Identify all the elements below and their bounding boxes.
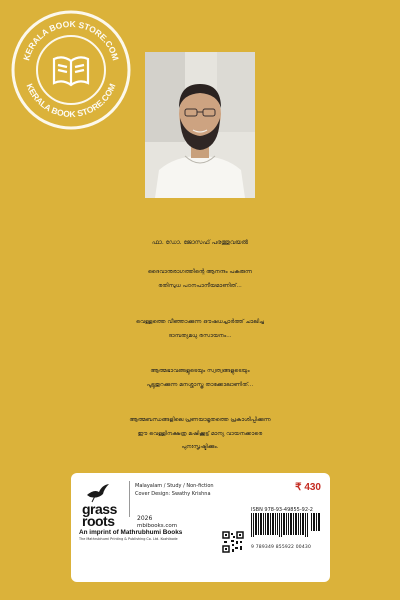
bird-logo-icon bbox=[86, 483, 110, 503]
author-photo bbox=[145, 52, 255, 198]
imprint-company: The Mathrubhumi Printing & Publishing Co. Ltd. Kozhikode bbox=[79, 537, 178, 541]
blurb-paragraph-4 bbox=[0, 414, 400, 455]
blurb-line: ആത്മഭാവങ്ങളുടെയും സ്വത്വങ്ങളുടെയും bbox=[150, 368, 250, 374]
blurb-line: ഈ വെള്ളിനക്ഷത്ര മഷിക്കൂട്ട് മാന്യ വായനക്കാരെ bbox=[137, 430, 263, 437]
barcode-icon bbox=[251, 513, 321, 537]
blurb-line: ആത്മബന്ധങ്ങളിലെ പ്രണയാമൃതത്തെ പ്രകാശിപ്പിക്കുന്ന bbox=[129, 417, 271, 423]
blurb-line: ദൈവാനുരാഗത്തിന്റെ ആനന്ദം പകരുന്ന bbox=[147, 269, 253, 275]
publisher-panel bbox=[71, 473, 330, 582]
book-category: Malayalam / Study / Non-fiction bbox=[135, 483, 214, 489]
qr-code-icon bbox=[222, 531, 244, 553]
blurb-line: ദാമ്പത്യമധു രസായനം... bbox=[168, 332, 232, 339]
imprint-line: An imprint of Mathrubhumi Books bbox=[79, 529, 183, 536]
grassroots-logo: grass roots bbox=[82, 501, 117, 529]
cover-design-credit: Cover Design: Swathy Krishna bbox=[135, 491, 211, 497]
isbn-text: ISBN 978-93-49855-92-2 bbox=[251, 507, 313, 513]
open-book-icon bbox=[54, 57, 88, 85]
blurb-paragraph-3 bbox=[0, 365, 400, 392]
barcode-digits: 9 789349 855922 00430 bbox=[251, 545, 312, 550]
publisher-website: mbibooks.com bbox=[137, 523, 178, 529]
publication-year: 2026 bbox=[137, 515, 153, 522]
svg-text:KERALA BOOK STORE.COM: KERALA BOOK STORE.COM bbox=[21, 18, 121, 62]
price-label: ₹ 430 bbox=[295, 482, 321, 493]
author-name: ഫാ. ഡോ. ജോസഫ് പരത്തുവയൽ bbox=[151, 239, 249, 246]
blurb-line: രതിസുധ പഠനപാനീയമാണിത്... bbox=[158, 282, 242, 289]
blurb-line: പുനഃസൃഷ്ടിക്കും. bbox=[181, 444, 219, 450]
blurb-paragraph-2 bbox=[0, 316, 400, 343]
blurb-paragraph-1 bbox=[0, 266, 400, 293]
svg-text:KERALA BOOK STORE.COM: KERALA BOOK STORE.COM bbox=[24, 81, 118, 120]
kerala-book-store-seal bbox=[8, 7, 134, 133]
blurb-line: പൂട്ടുതുറക്കുന്ന മനശ്ശാസ്ത്ര താക്കോലാണിത്... bbox=[146, 381, 254, 388]
blurb-line: വെള്ളത്തെ വീഞ്ഞാക്കുന്ന ഔഷധച്ചാർത്ത് ചാലിച്ച bbox=[135, 319, 265, 325]
divider bbox=[129, 481, 130, 517]
